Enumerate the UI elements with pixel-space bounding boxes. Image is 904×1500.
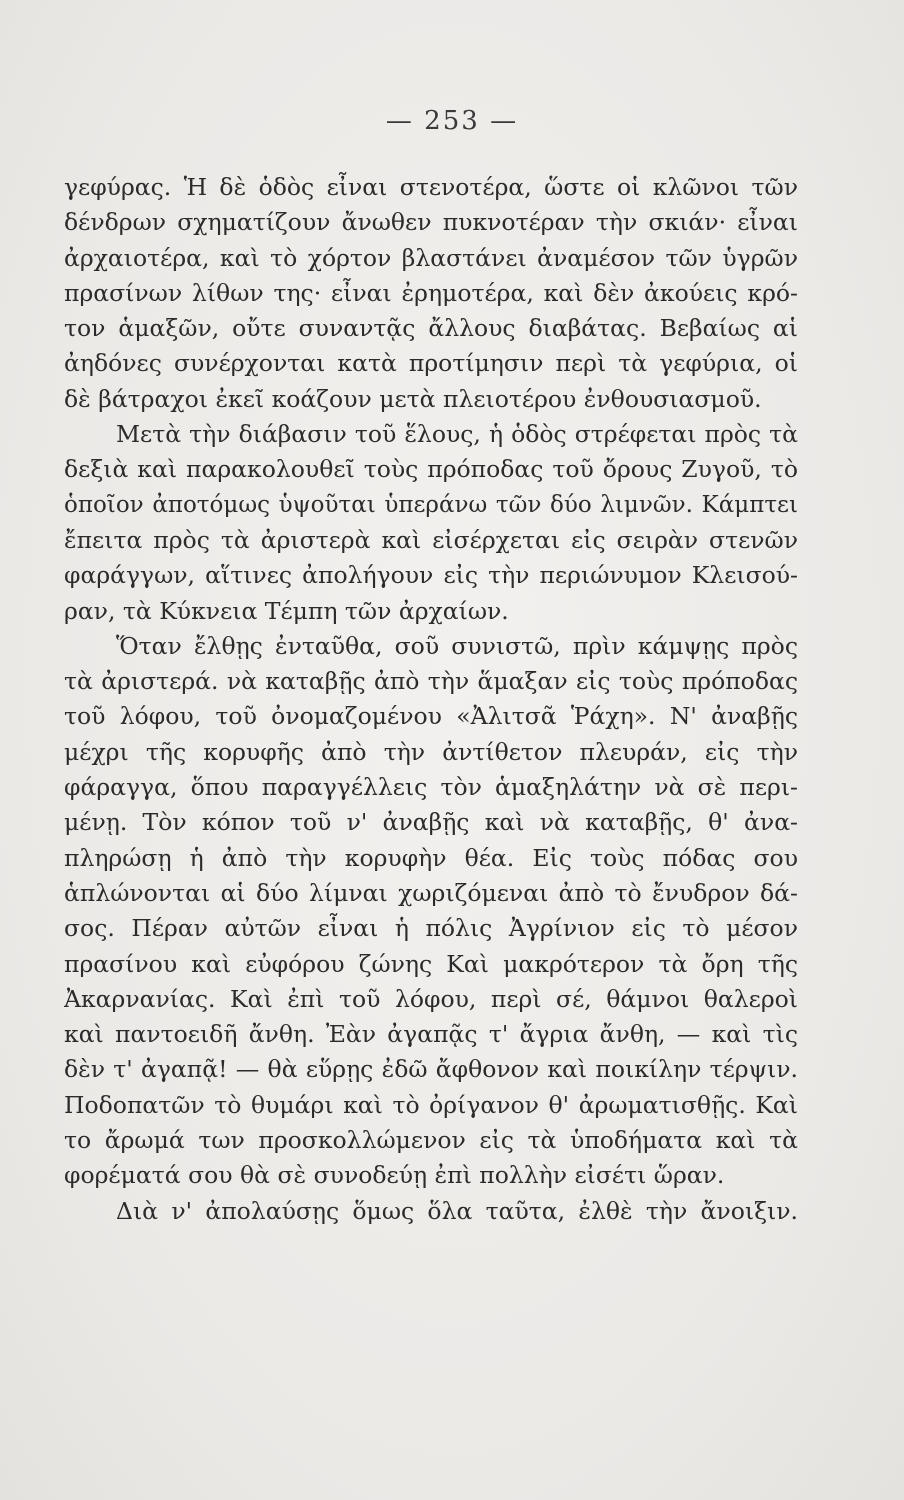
- text-line: ἁπλώνονται αἱ δύο λίμναι χωριζόμεναι ἀπὸ τὸ ἔνυδρον δά-: [64, 878, 798, 907]
- text-line: το ἄρωμά των προσκολλώμενον εἰς τὰ ὑποδήματα καὶ τὰ: [64, 1126, 798, 1155]
- text-line: δεξιὰ καὶ παρακολουθεῖ τοὺς πρόποδας τοῦ ὄρους Ζυγοῦ, τὸ: [64, 455, 798, 484]
- text-line: ραν, τὰ Κύκνεια Τέμπη τῶν ἀρχαίων.: [64, 596, 509, 625]
- text-line: ἀρχαιοτέρα, καὶ τὸ χόρτον βλαστάνει ἀναμέσον τῶν ὑγρῶν: [64, 243, 798, 272]
- page-number: — 253 —: [385, 106, 519, 136]
- text-line: γεφύρας. Ἡ δὲ ὁδὸς εἶναι στενοτέρα, ὥστε οἱ κλῶνοι τῶν: [64, 173, 798, 201]
- text-line: ὁποῖον ἀποτόμως ὑψοῦται ὑπεράνω τῶν δύο λιμνῶν. Κάμπτει: [64, 491, 798, 518]
- text-line: Ἀκαρνανίας. Καὶ ἐπὶ τοῦ λόφου, περὶ σέ, θάμνοι θαλεροὶ: [64, 984, 798, 1013]
- text-line: Μετὰ τὴν διάβασιν τοῦ ἕλους, ἡ ὁδὸς στρέφεται πρὸς τὰ: [116, 420, 798, 449]
- text-line: φορέματά σου θὰ σὲ συνοδεύῃ ἐπὶ πολλὴν εἰσέτι ὥραν.: [64, 1161, 725, 1190]
- text-line: καὶ παντοειδῆ ἄνθη. Ἐὰν ἀγαπᾷς τ' ἄγρια ἄνθη, — καὶ τὶς: [64, 1020, 798, 1049]
- text-line: Διὰ ν' ἀπολαύσῃς ὅμως ὅλα ταῦτα, ἐλθὲ τὴν ἄνοιξιν.: [116, 1196, 798, 1225]
- text-line: σος. Πέραν αὐτῶν εἶναι ἡ πόλις Ἀγρίνιον εἰς τὸ μέσον: [64, 914, 798, 943]
- text-line: φαράγγων, αἵτινες ἀπολήγουν εἰς τὴν περιώνυμον Κλεισού-: [64, 561, 798, 590]
- text-line: πληρώσῃ ἡ ἀπὸ τὴν κορυφὴν θέα. Εἰς τοὺς πόδας σου: [64, 843, 798, 872]
- text-line: Ποδοπατῶν τὸ θυμάρι καὶ τὸ ὀρίγανον θ' ἀρωματισθῇς. Καὶ: [64, 1090, 798, 1119]
- text-line: τοῦ λόφου, τοῦ ὀνομαζομένου «Ἀλιτσᾶ Ῥάχη». Ν' ἀναβῇς: [64, 702, 798, 731]
- text-line: πρασίνου καὶ εὐφόρου ζώνης Καὶ μακρότερον τὰ ὄρη τῆς: [64, 949, 798, 978]
- text-line: τὰ ἀριστερά. νὰ καταβῇς ἀπὸ τὴν ἅμαξαν εἰς τοὺς πρόποδας: [64, 667, 798, 696]
- text-line: μένῃ. Τὸν κόπον τοῦ ν' ἀναβῇς καὶ νὰ καταβῇς, θ' ἀνα-: [64, 808, 798, 837]
- text-line: ἔπειτα πρὸς τὰ ἀριστερὰ καὶ εἰσέρχεται εἰς σειρὰν στενῶν: [64, 525, 798, 554]
- body-text: [64, 170, 798, 1229]
- text-line: τον ἁμαξῶν, οὔτε συναντᾷς ἄλλους διαβάτας. Βεβαίως αἱ: [64, 314, 798, 343]
- text-line: μέχρι τῆς κορυφῆς ἀπὸ τὴν ἀντίθετον πλευράν, εἰς τὴν: [64, 737, 798, 766]
- text-line: ἀηδόνες συνέρχονται κατὰ προτίμησιν περὶ τὰ γεφύρια, οἱ: [64, 349, 798, 378]
- text-line: πρασίνων λίθων της· εἶναι ἐρημοτέρα, καὶ δὲν ἀκούεις κρό-: [64, 278, 798, 307]
- text-line: δὲν τ' ἀγαπᾷ! — θὰ εὕρῃς ἐδῶ ἄφθονον καὶ ποικίλην τέρψιν.: [64, 1055, 798, 1084]
- text-line: δὲ βάτραχοι ἐκεῖ κοάζουν μετὰ πλειοτέρου ἐνθουσιασμοῦ.: [64, 384, 762, 413]
- text-line: δένδρων σχηματίζουν ἄνωθεν πυκνοτέραν τὴν σκιάν· εἶναι: [64, 208, 798, 237]
- text-line: φάραγγα, ὅπου παραγγέλλεις τὸν ἁμαξηλάτην νὰ σὲ περι-: [64, 773, 798, 802]
- text-line: Ὅταν ἔλθῃς ἐνταῦθα, σοῦ συνιστῶ, πρὶν κάμψῃς πρὸς: [116, 631, 798, 660]
